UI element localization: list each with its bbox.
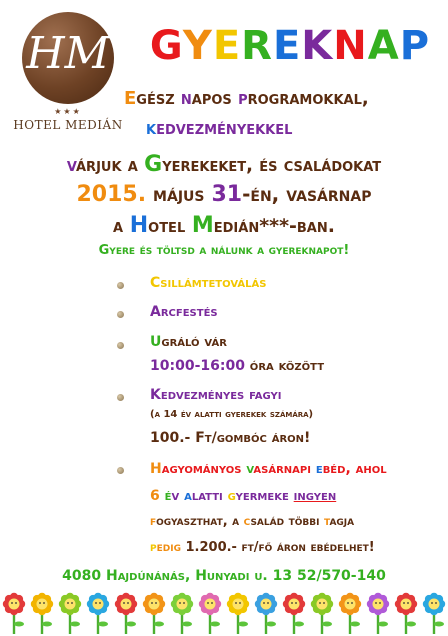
flower (367, 593, 389, 634)
flower (87, 593, 109, 634)
program-2-initial: A (150, 304, 161, 320)
title-letter: Y (182, 23, 213, 69)
title-letter: K (301, 23, 334, 69)
flower (59, 593, 81, 634)
intro-l5-p1: a (113, 215, 130, 237)
program-2 (150, 304, 218, 320)
bullet-1 (117, 282, 124, 289)
program-3-time-line (150, 358, 324, 374)
intro-line-1 (124, 88, 369, 109)
program-1-initial: C (150, 275, 161, 291)
program-4 (150, 387, 282, 403)
p5-d2: edig (156, 540, 186, 555)
program-3-time: 10:00-16:00 (150, 358, 245, 374)
intro-l4-r2: -én, (242, 182, 287, 206)
intro-l4-r3: asárnap (296, 182, 372, 206)
p5-a5: e (315, 461, 323, 477)
program-3-text: gráló vár (161, 334, 227, 350)
program-5-line-1 (150, 461, 387, 477)
flower (31, 593, 53, 634)
logo-monogram: HM (26, 28, 110, 79)
flower (3, 593, 25, 634)
title-letter: P (399, 23, 431, 69)
program-2-text: rcfestés (160, 304, 218, 320)
intro-l5-c1: H (129, 213, 149, 238)
intro-l5-r2: edián***-ban. (213, 215, 335, 237)
p5-c6: agja (329, 514, 355, 529)
flower (255, 593, 277, 634)
program-5-line-2 (150, 488, 336, 504)
program-4-price: 100.- Ft/gombóc áron! (150, 430, 311, 446)
intro-l4-c1: m (146, 182, 167, 206)
flower (311, 593, 333, 634)
intro-l3-c2: G (144, 152, 163, 177)
p5-d4: áron ebédelhet! (272, 540, 375, 555)
title-letter: A (367, 23, 400, 69)
program-4-sub: (a 14 év alatti gyerekek számára) (150, 409, 314, 420)
p5-a4: asárnapi (253, 461, 316, 477)
bullet-3 (117, 342, 124, 349)
intro-l1-r3: rogramokkal, (247, 88, 369, 109)
flower (423, 593, 445, 634)
p5-b8: ingyen (293, 488, 337, 504)
flower (199, 593, 221, 634)
flower (143, 593, 165, 634)
call-to-action: Gyere és töltsd a nálunk a gyereknapot! (98, 243, 350, 258)
p5-d1: p (150, 540, 157, 555)
p5-b7: yermeke (235, 488, 294, 504)
title-letter: G (149, 23, 183, 69)
flower (339, 593, 361, 634)
intro-l1-r2: apos (191, 88, 239, 109)
p5-a1: H (150, 461, 162, 477)
p5-a7: ahol (355, 461, 387, 477)
program-5-line-4 (150, 540, 375, 555)
intro-line-5 (0, 213, 448, 238)
bullet-2 (117, 311, 124, 318)
flower (227, 593, 249, 634)
program-3 (150, 334, 227, 350)
program-4-text: edvezményes fagyi (160, 387, 282, 403)
p5-c4: salád többi (250, 514, 324, 529)
intro-l1-c1: E (124, 88, 137, 109)
intro-l1-r1: gész (136, 88, 181, 109)
p5-c2: ogyaszthat, a (156, 514, 244, 529)
flower (283, 593, 305, 634)
p5-a2: agyományos (161, 461, 247, 477)
intro-l4-c3: v (286, 182, 297, 206)
intro-l4-num: 2015. (76, 182, 147, 207)
logo-stars: ★★★ (54, 107, 82, 116)
p5-b6: g (227, 488, 236, 504)
p5-b5: latti (191, 488, 228, 504)
program-5-line-3 (150, 514, 354, 529)
flower (171, 593, 193, 634)
p5-a6: béd, (322, 461, 356, 477)
flower (115, 593, 137, 634)
logo-name: HOTEL MEDIÁN (13, 118, 123, 132)
p5-a3: v (246, 461, 254, 477)
intro-l2-r1: edvezményekkel (156, 118, 293, 139)
intro-l4-num2: 31 (211, 182, 243, 207)
flower-border (0, 586, 448, 636)
page-title (140, 22, 440, 70)
intro-l5-r1: otel (148, 215, 192, 237)
title-letter: E (272, 23, 302, 69)
program-4-initial: K (150, 387, 161, 403)
p5-b4: a (184, 488, 192, 504)
intro-l1-c2: n (180, 88, 192, 109)
intro-line-2 (146, 118, 292, 139)
intro-l3-r1: árjuk a (76, 155, 145, 176)
program-3-initial: U (150, 334, 162, 350)
program-1-text: sillámtetoválás (160, 275, 267, 291)
title-letter: E (212, 23, 242, 69)
intro-l4-r1: ájus (167, 182, 212, 206)
title-letter: R (241, 23, 273, 69)
intro-line-4 (0, 182, 448, 207)
intro-l3-r2: yerekeket, és családokat (162, 155, 382, 176)
p5-b3: v (171, 488, 185, 504)
p5-d3: 1.200.- ft/fő (185, 540, 273, 555)
intro-l5-c2: M (191, 213, 214, 238)
bullet-5 (117, 467, 124, 474)
p5-c5: t (323, 514, 330, 529)
intro-l3-c1: v (66, 155, 76, 176)
hotel-logo (4, 4, 132, 140)
p5-c1: f (150, 514, 157, 529)
p5-b1: 6 (150, 488, 165, 504)
program-3-rest: óra között (244, 358, 325, 374)
p5-b2: é (164, 488, 172, 504)
p5-c3: c (243, 514, 251, 529)
footer-address: 4080 Hajdúnánás, Hunyadi u. 13 52/570-140 (62, 568, 386, 584)
intro-l1-c3: p (238, 88, 248, 109)
flower (395, 593, 417, 634)
bullet-4 (117, 394, 124, 401)
intro-line-3 (0, 152, 448, 177)
intro-l2-c1: k (146, 118, 157, 139)
program-1 (150, 275, 266, 291)
title-letter: N (333, 23, 368, 69)
